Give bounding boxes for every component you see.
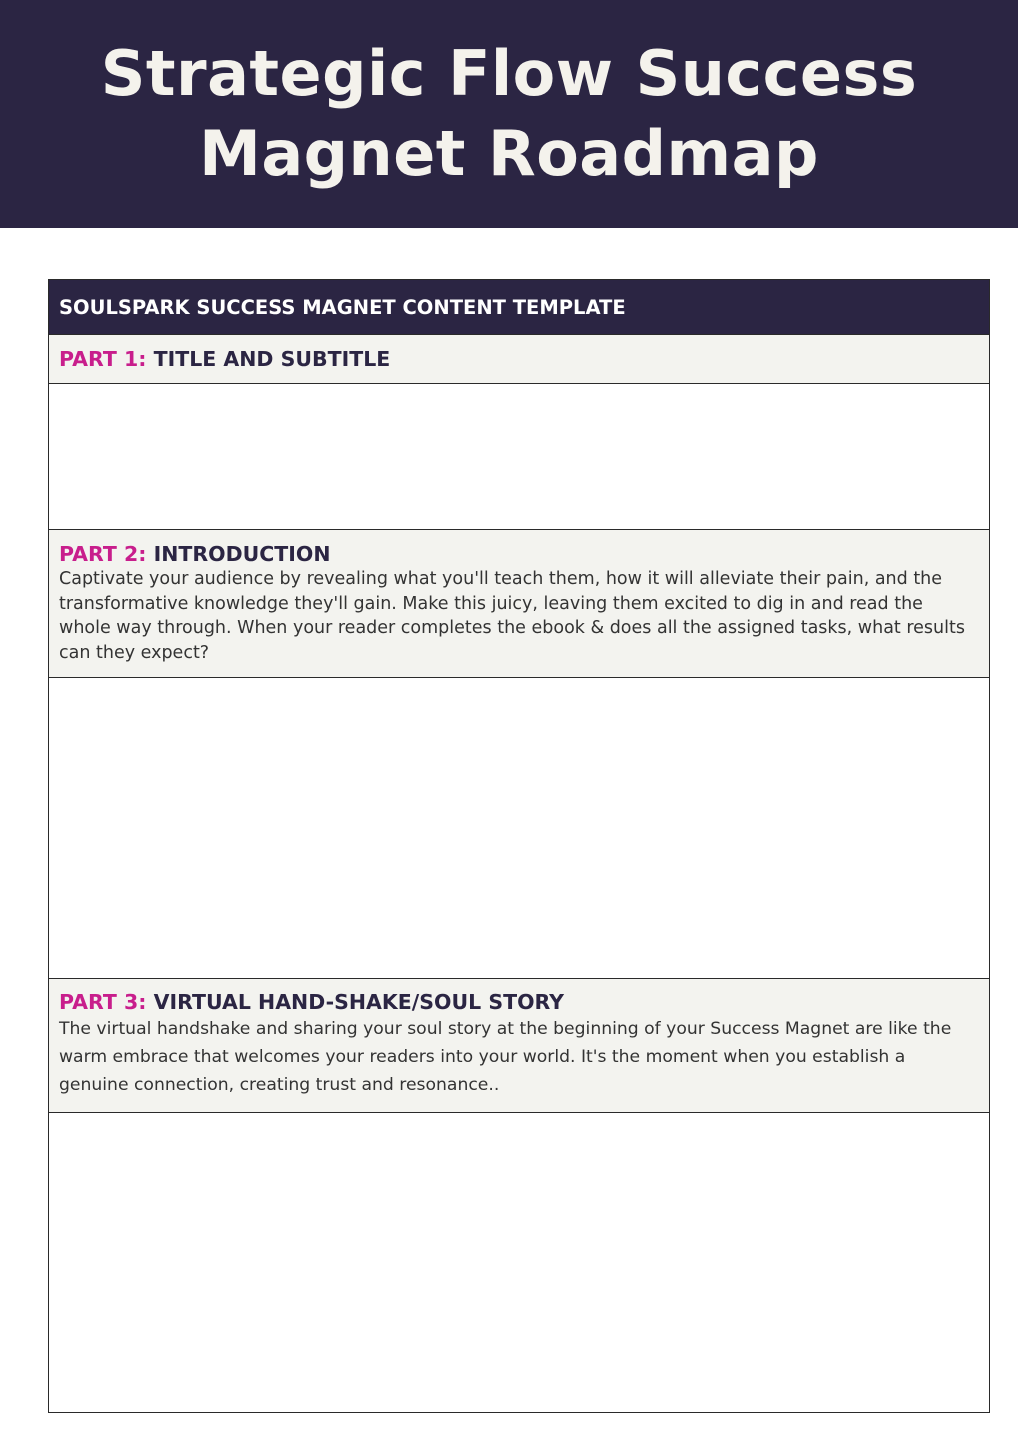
section-title (59, 347, 390, 371)
section-part-3-header (49, 979, 989, 1113)
section-description: The virtual handshake and sharing your soul story at the beginning of your Success Magnet are like the warm embrace that welcomes your readers into your world. It's the moment when you establish a genuine connection, creating trust and resonance.. (59, 1019, 952, 1095)
part-label: PART 1: (59, 347, 147, 371)
section-part-2-header (49, 530, 989, 678)
part-heading: VIRTUAL HAND-SHAKE/SOUL STORY (153, 990, 564, 1014)
part-2-answer-area[interactable] (49, 678, 989, 979)
section-description: Captivate your audience by revealing what you'll teach them, how it will alleviate their pain, and the transformative knowledge they'll gain. Make this juicy, leaving them excited to dig in and read the whole way through. When your reader completes the ebook & does all the assigned tasks, what results can they expect? (59, 569, 965, 663)
section-title (59, 542, 979, 566)
section-part-1-header (49, 334, 989, 384)
template-header: SOULSPARK SUCCESS MAGNET CONTENT TEMPLATE (49, 280, 989, 334)
part-heading: TITLE AND SUBTITLE (153, 347, 391, 371)
section-title (59, 990, 979, 1014)
part-3-answer-area[interactable] (49, 1113, 989, 1412)
part-heading: INTRODUCTION (153, 542, 331, 566)
part-1-answer-area[interactable] (49, 384, 989, 530)
content-template-table (48, 279, 990, 1413)
page-title: Strategic Flow Success Magnet Roadmap (100, 37, 918, 190)
title-banner (0, 0, 1018, 228)
part-label: PART 3: (59, 990, 147, 1014)
part-label: PART 2: (59, 542, 147, 566)
